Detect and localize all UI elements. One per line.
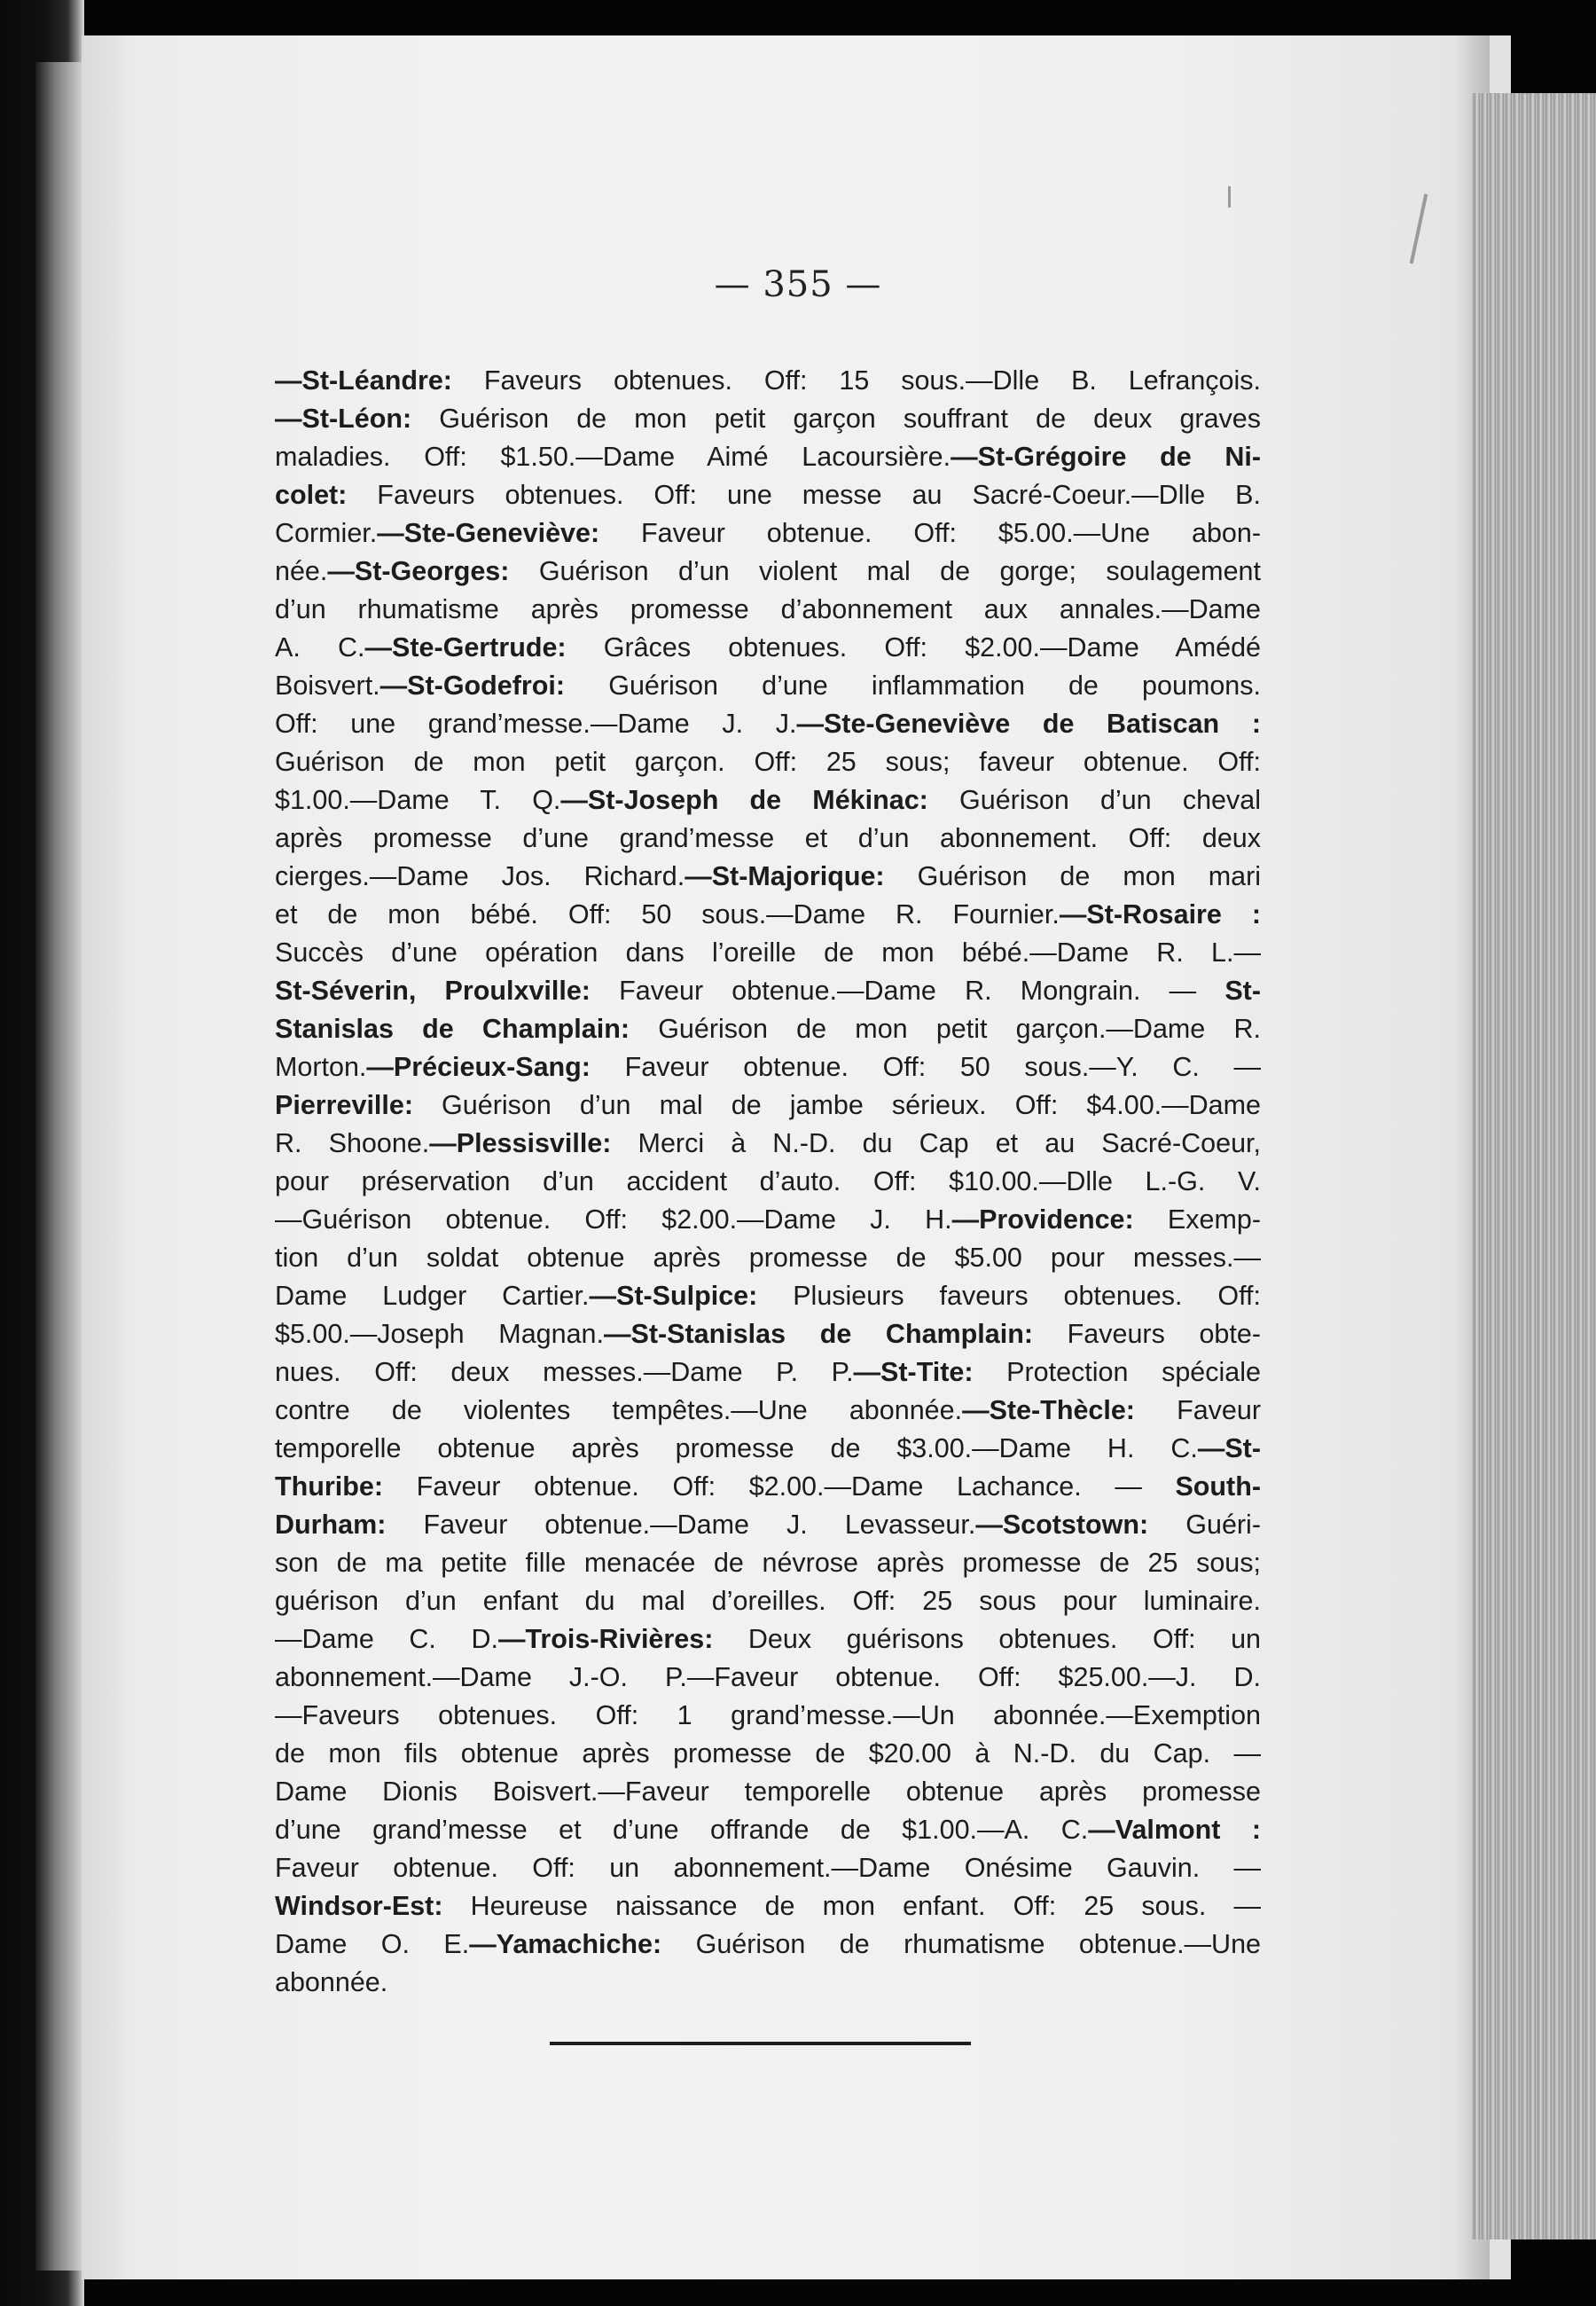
text-line: Cormier.—Ste-Geneviève: Faveur obtenue. Off: $5.00.—Une abon-: [275, 518, 1261, 548]
text-line: $1.00.—Dame T. Q.—St-Joseph de Mékinac: Guérison d’un cheval: [275, 785, 1261, 815]
page-edges-stack: [1472, 93, 1596, 2239]
text-line: R. Shoone.—Plessisville: Merci à N.-D. du Cap et au Sacré-Coeur,: [275, 1128, 1261, 1158]
text-line: —Faveurs obtenues. Off: 1 grand’messe.—Un abonnée.—Exemption: [275, 1700, 1261, 1730]
text-line: —Dame C. D.—Trois-Rivières: Deux guérisons obtenues. Off: un: [275, 1624, 1262, 1654]
text-line: contre de violentes tempêtes.—Une abonnée.—Ste-Thècle: Faveur: [275, 1395, 1261, 1425]
text-line: A. C.—Ste-Gertrude: Grâces obtenues. Off: $2.00.—Dame Amédé: [275, 632, 1261, 663]
text-line: temporelle obtenue après promesse de $3.00.—Dame H. C.—St-: [275, 1433, 1261, 1463]
text-line: Boisvert.—St-Godefroi: Guérison d’une inflammation de poumons.: [275, 671, 1261, 701]
scan-mark: [1228, 186, 1231, 208]
text-line: —Guérison obtenue. Off: $2.00.—Dame J. H.—Providence: Exemp-: [275, 1204, 1261, 1235]
text-line: Guérison de mon petit garçon. Off: 25 sous; faveur obtenue. Off:: [275, 747, 1261, 777]
text-line: après promesse d’une grand’messe et d’un abonnement. Off: deux: [275, 823, 1261, 853]
text-line: Off: une grand’messe.—Dame J. J.—Ste-Geneviève de Batiscan :: [275, 709, 1261, 739]
text-line: Pierreville: Guérison d’un mal de jambe sérieux. Off: $4.00.—Dame: [275, 1090, 1261, 1120]
end-rule: [550, 2042, 971, 2045]
text-line: Faveur obtenue. Off: un abonnement.—Dame Onésime Gauvin. —: [275, 1853, 1261, 1883]
book-spine-edge: [35, 62, 84, 2271]
page-number: — 355 —: [714, 264, 882, 305]
text-line: nues. Off: deux messes.—Dame P. P.—St-Tite: Protection spéciale: [275, 1357, 1261, 1387]
text-line: maladies. Off: $1.50.—Dame Aimé Lacoursière.—St-Grégoire de Ni-: [275, 442, 1261, 472]
text-line: —St-Léon: Guérison de mon petit garçon souffrant de deux graves: [275, 404, 1261, 434]
text-line: d’un rhumatisme après promesse d’abonnement aux annales.—Dame: [275, 594, 1261, 624]
text-line: et de mon bébé. Off: 50 sous.—Dame R. Fournier.—St-Rosaire :: [275, 899, 1261, 929]
text-line: cierges.—Dame Jos. Richard.—St-Majorique: Guérison de mon mari: [275, 861, 1261, 891]
text-line: —St-Léandre: Faveurs obtenues. Off: 15 sous.—Dlle B. Lefrançois.: [275, 365, 1261, 396]
text-line: Dame Ludger Cartier.—St-Sulpice: Plusieurs faveurs obtenues. Off:: [275, 1281, 1261, 1311]
text-line: tion d’un soldat obtenue après promesse de $5.00 pour messes.—: [275, 1243, 1261, 1273]
text-line: Thuribe: Faveur obtenue. Off: $2.00.—Dame Lachance. — South-: [275, 1471, 1261, 1502]
text-line: Succès d’une opération dans l’oreille de mon bébé.—Dame R. L.—: [275, 937, 1261, 968]
text-line: guérison d’un enfant du mal d’oreilles. Off: 25 sous pour luminaire.: [275, 1586, 1261, 1616]
text-line: Morton.—Précieux-Sang: Faveur obtenue. Off: 50 sous.—Y. C. —: [275, 1052, 1261, 1082]
text-line: $5.00.—Joseph Magnan.—St-Stanislas de Champlain: Faveurs obte-: [275, 1319, 1261, 1349]
text-line: Dame O. E.—Yamachiche: Guérison de rhumatisme obtenue.—Une: [275, 1929, 1261, 1959]
text-line: Windsor-Est: Heureuse naissance de mon enfant. Off: 25 sous. —: [275, 1891, 1261, 1921]
body-text: [275, 362, 1261, 2002]
text-line: Durham: Faveur obtenue.—Dame J. Levasseur.—Scotstown: Guéri-: [275, 1510, 1261, 1540]
text-line: pour préservation d’un accident d’auto. Off: $10.00.—Dlle L.-G. V.: [275, 1166, 1261, 1196]
text-line: Stanislas de Champlain: Guérison de mon petit garçon.—Dame R.: [275, 1014, 1261, 1044]
text-line: née.—St-Georges: Guérison d’un violent mal de gorge; soulagement: [275, 556, 1261, 586]
text-line: colet: Faveurs obtenues. Off: une messe au Sacré-Coeur.—Dlle B.: [275, 480, 1261, 510]
text-line: abonnement.—Dame J.-O. P.—Faveur obtenue. Off: $25.00.—J. D.: [275, 1662, 1261, 1692]
text-line: St-Séverin, Proulxville: Faveur obtenue.—Dame R. Mongrain. — St-: [275, 976, 1261, 1006]
text-line: Dame Dionis Boisvert.—Faveur temporelle obtenue après promesse: [275, 1777, 1261, 1807]
text-line: son de ma petite fille menacée de névrose après promesse de 25 sous;: [275, 1548, 1261, 1578]
text-line: d’une grand’messe et d’une offrande de $1.00.—A. C.—Valmont :: [275, 1815, 1262, 1845]
text-line: abonnée.: [275, 1967, 388, 1997]
text-line: de mon fils obtenue après promesse de $20.00 à N.-D. du Cap. —: [275, 1738, 1261, 1769]
